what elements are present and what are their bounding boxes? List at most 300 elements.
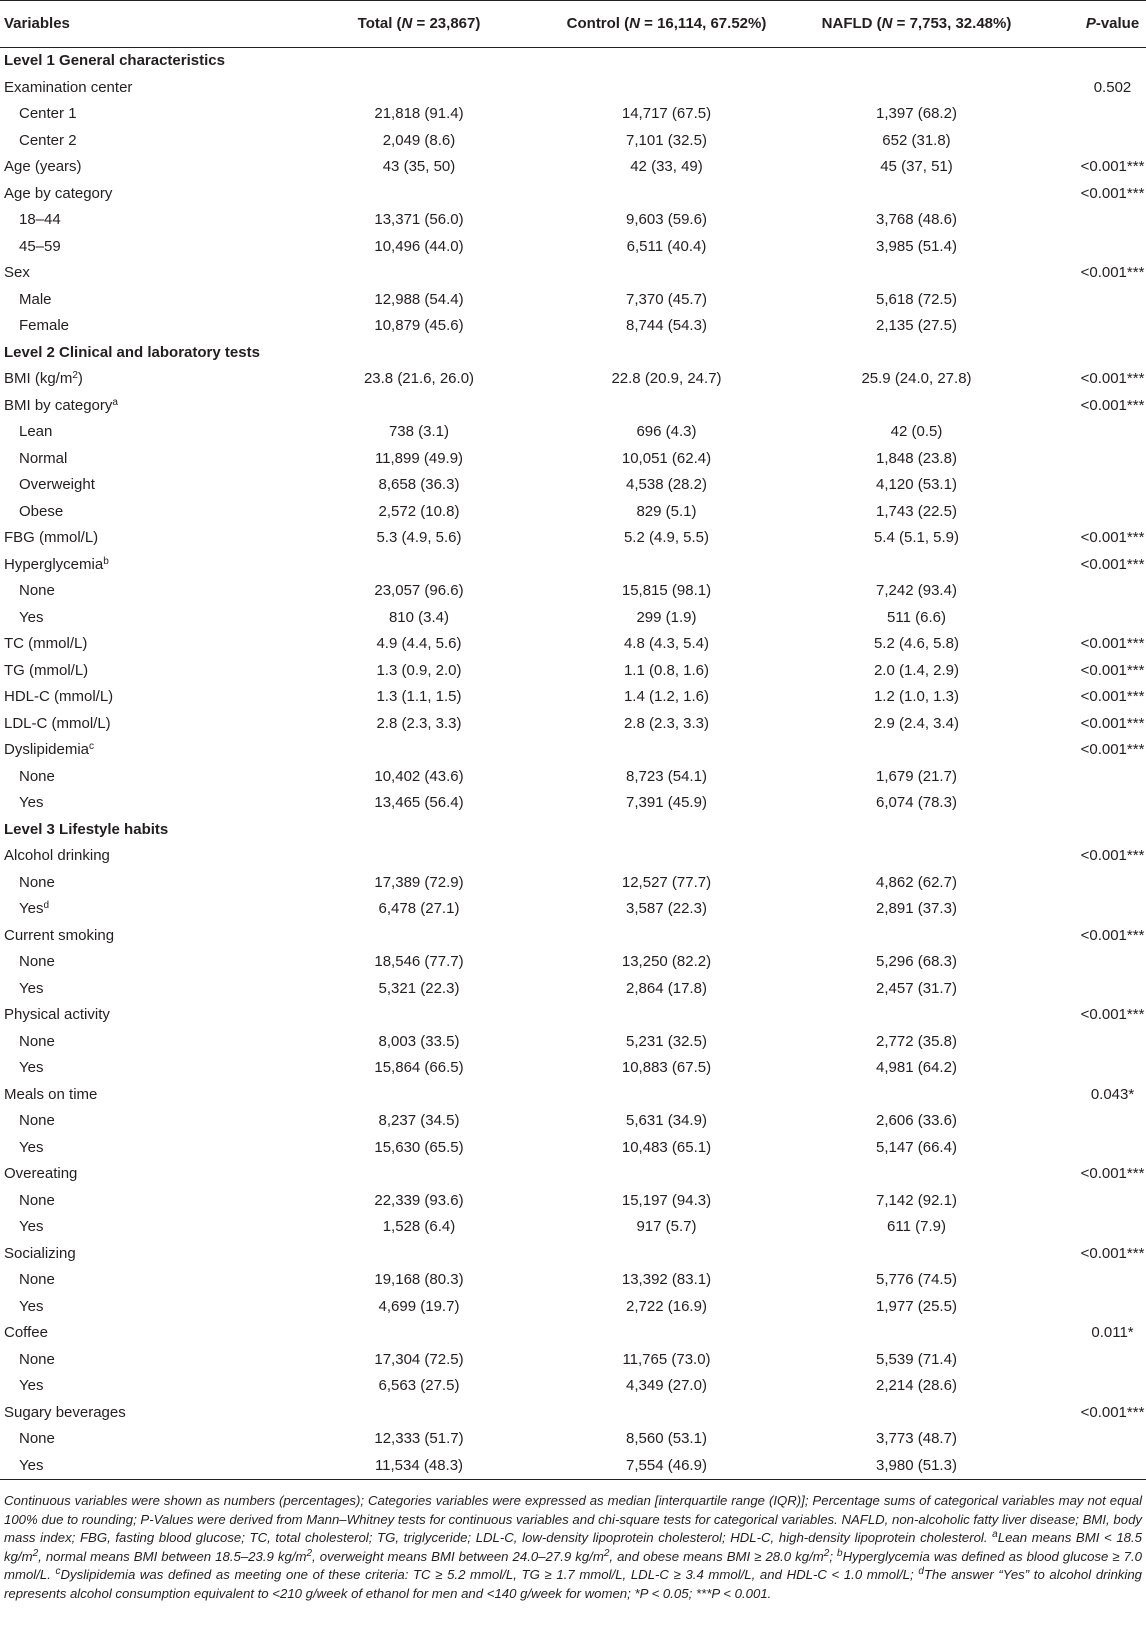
cell-p-value: <0.001*** [1080, 1244, 1145, 1262]
footnote-marker: d [918, 1566, 924, 1578]
row-label: None [19, 1350, 55, 1368]
cell-p-value [1039, 1453, 1146, 1480]
footnote-text: The answer “Yes” to alcohol drinking represents alcohol consumption equivalent to <210 g/week of ethanol for men and <140 g/week for women; *P < 0.05; ***P < 0.001. [4, 1567, 1143, 1601]
cell-p-value [1039, 1426, 1146, 1453]
footnote-marker: 2 [823, 1547, 830, 1559]
section-heading: Level 1 General characteristics [4, 52, 225, 69]
cell-control: 9,603 (59.6) [626, 211, 707, 228]
cell-nafld: 2,214 (28.6) [876, 1377, 957, 1394]
cell-nafld [794, 340, 1039, 367]
cell-control: 829 (5.1) [636, 502, 697, 520]
table-row [0, 181, 1146, 208]
row-label: Coffee [4, 1324, 48, 1341]
cell-control: 6,511 (40.4) [626, 237, 707, 255]
cell-nafld: 4,862 (62.7) [876, 873, 957, 891]
cell-control: 22.8 (20.9, 24.7) [611, 370, 722, 387]
row-label: 18–44 [19, 211, 61, 228]
cell-nafld: 652 (31.8) [882, 131, 951, 149]
cell-total: 6,478 (27.1) [378, 900, 460, 917]
row-label: Male [19, 290, 52, 308]
row-label: Socializing [4, 1244, 76, 1262]
cell-control: 14,717 (67.5) [621, 105, 712, 122]
table-row [0, 976, 1146, 1003]
cell-control [539, 1320, 794, 1347]
table-row [0, 1029, 1146, 1056]
footnote-marker: b [837, 1547, 843, 1559]
cell-p-value: <0.001*** [1080, 158, 1145, 175]
cell-control: 10,483 (65.1) [621, 1138, 712, 1156]
cell-total: 15,630 (65.5) [374, 1138, 464, 1156]
cell-total: 8,658 (36.3) [378, 476, 460, 493]
table-row [0, 525, 1146, 552]
cell-nafld: 2,772 (35.8) [876, 1032, 957, 1050]
row-label: Age (years) [4, 158, 82, 175]
cell-p-value: <0.001*** [1080, 661, 1145, 679]
cell-control [539, 48, 794, 75]
cell-p-value [1039, 313, 1146, 340]
header-total: Total (N = 23,867) [299, 1, 539, 48]
cell-nafld [794, 1002, 1039, 1029]
cell-p-value: <0.001*** [1080, 635, 1145, 652]
cell-control: 1.1 (0.8, 1.6) [623, 661, 710, 679]
table-row [0, 711, 1146, 738]
cell-total: 17,304 (72.5) [374, 1350, 464, 1368]
cell-p-value [1039, 817, 1146, 844]
row-label: Yes [19, 608, 44, 626]
row-label: Yes [19, 1218, 44, 1235]
cell-control [539, 817, 794, 844]
table-row [0, 287, 1146, 314]
cell-nafld [794, 843, 1039, 870]
cell-total [299, 393, 539, 420]
cell-control: 12,527 (77.7) [621, 873, 712, 891]
header-p-value: P-value [1039, 1, 1146, 48]
cell-nafld: 7,142 (92.1) [876, 1191, 957, 1209]
cell-nafld: 3,773 (48.7) [876, 1430, 957, 1447]
footnote-marker: 2 [603, 1547, 610, 1559]
cell-p-value [1039, 578, 1146, 605]
cell-total: 12,333 (51.7) [374, 1430, 464, 1447]
table-row [0, 1373, 1146, 1400]
cell-p-value: <0.001*** [1080, 847, 1145, 864]
cell-nafld: 2.0 (1.4, 2.9) [873, 661, 960, 679]
cell-nafld [794, 1400, 1039, 1427]
table-row [0, 1082, 1146, 1109]
cell-total [299, 923, 539, 950]
cell-p-value [1039, 870, 1146, 897]
cell-control: 917 (5.7) [636, 1218, 697, 1235]
table-row [0, 313, 1146, 340]
table-row [0, 499, 1146, 526]
table-row [0, 605, 1146, 632]
cell-control: 5,231 (32.5) [626, 1032, 707, 1050]
cell-total: 11,534 (48.3) [299, 1453, 539, 1480]
cell-nafld [794, 1241, 1039, 1268]
cell-total: 1,528 (6.4) [382, 1218, 456, 1235]
cell-p-value [1039, 1214, 1146, 1241]
cell-control: 42 (33, 49) [630, 158, 703, 175]
row-label: Physical activity [4, 1006, 110, 1023]
cell-control [539, 843, 794, 870]
table-row [0, 1347, 1146, 1374]
cell-nafld: 5,147 (66.4) [876, 1138, 957, 1156]
table-row [0, 1267, 1146, 1294]
cell-total [299, 340, 539, 367]
table-row [0, 1108, 1146, 1135]
header-nafld: NAFLD (N = 7,753, 32.48%) [794, 1, 1039, 48]
table-row [0, 843, 1146, 870]
cell-control [539, 393, 794, 420]
cell-total: 810 (3.4) [388, 608, 450, 626]
cell-nafld: 1,743 (22.5) [876, 502, 957, 520]
table-row [0, 1161, 1146, 1188]
row-label: Sex [4, 264, 30, 281]
cell-p-value: <0.001*** [1080, 529, 1145, 546]
cell-control: 13,250 (82.2) [621, 953, 712, 970]
row-label: None [19, 1191, 55, 1209]
row-label: Yes [0, 1453, 299, 1480]
cell-p-value: <0.001*** [1080, 264, 1145, 281]
cell-control: 4,349 (27.0) [626, 1377, 707, 1394]
cell-nafld [794, 48, 1039, 75]
cell-nafld: 511 (6.6) [887, 608, 946, 626]
cell-nafld: 3,768 (48.6) [876, 211, 957, 228]
table-footnote [4, 1492, 1142, 1604]
cell-control [539, 923, 794, 950]
row-label: TG (mmol/L) [4, 661, 89, 679]
table-row [0, 870, 1146, 897]
cell-control [539, 1082, 794, 1109]
cell-total [299, 1320, 539, 1347]
cell-control: 5.2 (4.9, 5.5) [623, 529, 710, 546]
row-label: Hyperglycemia$^b$ [4, 555, 109, 573]
cell-p-value [1039, 101, 1146, 128]
cell-control [539, 1400, 794, 1427]
footnote-marker: b [103, 555, 109, 567]
cell-total [299, 1161, 539, 1188]
cell-nafld: 25.9 (24.0, 27.8) [861, 370, 972, 387]
cell-control: 13,392 (83.1) [621, 1271, 712, 1288]
row-label: None [19, 953, 55, 970]
footnote-text: Lean means BMI < 18.5 kg/m [4, 1530, 1143, 1564]
cell-total: 13,371 (56.0) [374, 211, 464, 228]
cell-control: 299 (1.9) [636, 608, 697, 626]
row-label: FBG (mmol/L) [4, 529, 99, 546]
cell-control: 7,101 (32.5) [626, 131, 707, 149]
footnote-text: ; [829, 1548, 838, 1564]
section-heading: Level 3 Lifestyle habits [4, 820, 169, 838]
cell-control [539, 1241, 794, 1268]
cell-control [539, 340, 794, 367]
cell-control: 2.8 (2.3, 3.3) [623, 714, 710, 732]
cell-total: 10,496 (44.0) [374, 237, 464, 255]
cell-nafld: 1,679 (21.7) [876, 767, 957, 785]
row-label: Overeating [4, 1165, 78, 1182]
header-variables: Variables [0, 1, 299, 48]
cell-total [299, 48, 539, 75]
cell-nafld: 3,980 (51.3) [794, 1453, 1039, 1480]
cell-p-value: <0.001*** [1080, 370, 1145, 387]
cell-nafld: 1,397 (68.2) [876, 105, 957, 122]
cell-control: 4.8 (4.3, 5.4) [623, 635, 710, 652]
footnote-marker: a [112, 396, 118, 408]
table-row [0, 1188, 1146, 1215]
cell-nafld: 5,539 (71.4) [876, 1350, 957, 1368]
cell-control [539, 181, 794, 208]
cell-p-value [1039, 1294, 1146, 1321]
cell-total: 10,402 (43.6) [374, 767, 464, 785]
cell-p-value [1039, 896, 1146, 923]
table-row [0, 75, 1146, 102]
table-header [0, 1, 1146, 48]
cell-control [539, 737, 794, 764]
cell-nafld [794, 817, 1039, 844]
cell-nafld: 2,135 (27.5) [876, 317, 957, 334]
table-row [0, 1294, 1146, 1321]
table-row [0, 472, 1146, 499]
cell-control [539, 75, 794, 102]
cell-p-value [1039, 764, 1146, 791]
cell-p-value [1039, 48, 1146, 75]
cell-p-value [1039, 419, 1146, 446]
section-row [0, 48, 1146, 75]
cell-total: 738 (3.1) [388, 423, 450, 440]
cell-control: 7,391 (45.9) [626, 794, 707, 811]
row-label: Center 2 [19, 131, 77, 149]
table-row [0, 631, 1146, 658]
cell-nafld: 4,120 (53.1) [876, 476, 957, 493]
cell-control: 696 (4.3) [636, 423, 697, 440]
cell-total: 17,389 (72.9) [374, 873, 464, 891]
cell-nafld: 2,606 (33.6) [876, 1112, 957, 1129]
cell-total: 12,988 (54.4) [374, 290, 464, 308]
cell-nafld: 5.4 (5.1, 5.9) [873, 529, 960, 546]
cell-nafld: 1,977 (25.5) [876, 1297, 957, 1315]
row-label: Dyslipidemia$^c$ [4, 741, 95, 758]
cell-total [299, 1002, 539, 1029]
cell-nafld [794, 552, 1039, 579]
cell-total: 21,818 (91.4) [374, 105, 464, 122]
cell-total [299, 817, 539, 844]
cell-total: 2,572 (10.8) [378, 502, 460, 520]
table-row [0, 1426, 1146, 1453]
table-row [0, 578, 1146, 605]
cell-nafld: 4,981 (64.2) [876, 1059, 957, 1076]
cell-p-value: 0.011* [1091, 1324, 1134, 1341]
cell-nafld: 5.2 (4.6, 5.8) [873, 635, 960, 652]
table-row [0, 923, 1146, 950]
cell-nafld: 6,074 (78.3) [876, 794, 957, 811]
cell-nafld: 5,296 (68.3) [876, 953, 957, 970]
table-row [0, 896, 1146, 923]
row-label: Normal [19, 449, 68, 467]
section-row [0, 340, 1146, 367]
cell-p-value: <0.001*** [1080, 184, 1145, 202]
cell-total: 1.3 (1.1, 1.5) [376, 688, 462, 705]
cell-nafld: 2,457 (31.7) [876, 979, 957, 997]
footnote-marker: a [992, 1529, 998, 1541]
cell-nafld: 611 (7.9) [887, 1218, 946, 1235]
cell-control: 5,631 (34.9) [626, 1112, 707, 1129]
row-label: HDL-C (mmol/L) [4, 688, 114, 705]
cell-p-value [1039, 340, 1146, 367]
table-row [0, 1135, 1146, 1162]
cell-nafld: 45 (37, 51) [880, 158, 953, 175]
table-row [0, 446, 1146, 473]
cell-total [299, 75, 539, 102]
row-label: Sugary beverages [4, 1403, 126, 1421]
cell-control: 7,370 (45.7) [626, 290, 707, 308]
cell-p-value: <0.001*** [1080, 1165, 1145, 1182]
table-row [0, 393, 1146, 420]
cell-control: 11,765 (73.0) [622, 1350, 711, 1368]
cell-p-value: 0.502 [1093, 78, 1132, 96]
cell-p-value: <0.001*** [1080, 396, 1145, 414]
cell-total: 19,168 (80.3) [374, 1271, 464, 1288]
row-label: 45–59 [19, 237, 61, 255]
row-label: Obese [19, 502, 64, 520]
cell-total: 5.3 (4.9, 5.6) [376, 529, 462, 546]
cell-p-value [1039, 1029, 1146, 1056]
cell-nafld [794, 1082, 1039, 1109]
table-row [0, 1241, 1146, 1268]
row-label: None [19, 1112, 55, 1129]
row-label: Yes [19, 1297, 44, 1315]
cell-total: 10,879 (45.6) [374, 317, 464, 334]
cell-p-value [1039, 1135, 1146, 1162]
cell-nafld [794, 260, 1039, 287]
table-row [0, 101, 1146, 128]
table-row [0, 737, 1146, 764]
cell-p-value [1039, 605, 1146, 632]
row-label: Current smoking [4, 926, 115, 944]
cell-total: 2,049 (8.6) [382, 131, 456, 149]
cell-total: 13,465 (56.4) [374, 794, 464, 811]
cell-nafld: 42 (0.5) [890, 423, 943, 440]
cell-nafld: 5,618 (72.5) [876, 290, 957, 308]
cell-control: 15,197 (94.3) [621, 1191, 712, 1209]
footnote-marker: d [43, 900, 50, 911]
section-row [0, 817, 1146, 844]
cell-nafld: 7,242 (93.4) [876, 582, 957, 599]
row-label: LDL-C (mmol/L) [4, 714, 111, 732]
cell-total [299, 1400, 539, 1427]
cell-p-value [1039, 1267, 1146, 1294]
cell-control: 2,864 (17.8) [626, 979, 707, 997]
row-label: Yes [19, 1377, 44, 1394]
cell-control: 15,815 (98.1) [621, 582, 712, 599]
cell-p-value: <0.001*** [1080, 555, 1145, 573]
row-label: Lean [19, 423, 53, 440]
cell-p-value [1039, 207, 1146, 234]
footnote-marker: 2 [32, 1547, 39, 1559]
header-row [0, 1, 1146, 48]
row-label: None [19, 1430, 55, 1447]
table-row [0, 234, 1146, 261]
cell-control [539, 1002, 794, 1029]
cell-p-value: 0.043* [1090, 1085, 1135, 1103]
row-label: Alcohol drinking [4, 847, 110, 864]
cell-total: 22,339 (93.6) [374, 1191, 464, 1209]
row-label: None [19, 767, 55, 785]
row-label: None [19, 582, 55, 599]
cell-control: 3,587 (22.3) [626, 900, 707, 917]
row-label: BMI by category$^a$ [4, 396, 118, 414]
footnote-marker: c [55, 1566, 61, 1578]
cell-p-value [1039, 1373, 1146, 1400]
cell-total [299, 181, 539, 208]
cell-total: 18,546 (77.7) [374, 953, 464, 970]
cell-p-value [1039, 234, 1146, 261]
cell-nafld: 1,848 (23.8) [876, 449, 957, 467]
table-body [0, 48, 1146, 1480]
cell-total [299, 737, 539, 764]
row-label: Center 1 [19, 105, 77, 122]
table-row [0, 1400, 1146, 1427]
cell-p-value [1039, 499, 1146, 526]
table-row [0, 419, 1146, 446]
row-label: Examination center [4, 78, 133, 96]
footnote-marker: c [89, 741, 95, 752]
cell-total: 2.8 (2.3, 3.3) [376, 714, 462, 732]
cell-total: 4.9 (4.4, 5.6) [376, 635, 462, 652]
footnote-text: Dyslipidemia was defined as meeting one of these criteria: TC ≥ 5.2 mmol/L, TG ≥ 1.7 mmol/L, LDL-C ≥ 3.4 mmol/L, and HDL-C < 1.0 mmol/L; [60, 1567, 919, 1583]
cell-control: 1.4 (1.2, 1.6) [623, 688, 710, 705]
row-label: Yes [19, 979, 44, 997]
cell-control: 8,723 (54.1) [626, 767, 707, 785]
cell-nafld: 3,985 (51.4) [876, 237, 957, 255]
cell-control: 2,722 (16.9) [626, 1297, 707, 1315]
cell-nafld [794, 181, 1039, 208]
cell-total [299, 843, 539, 870]
table-row [0, 154, 1146, 181]
footnote-marker: 2 [72, 370, 78, 381]
cell-nafld: 2,891 (37.3) [876, 900, 957, 917]
table-row [0, 790, 1146, 817]
cell-control [539, 552, 794, 579]
cell-control: 4,538 (28.2) [626, 476, 707, 493]
row-label: BMI $(kg/m^2)$ [4, 370, 83, 387]
cell-total [299, 260, 539, 287]
footnote-text: Hyperglycemia was defined as blood glucose ≥ 7.0 mmol/L. [4, 1548, 1142, 1583]
cell-p-value [1039, 128, 1146, 155]
cell-p-value: <0.001*** [1080, 741, 1145, 758]
row-label: Meals on time [4, 1085, 98, 1103]
cell-nafld [794, 1161, 1039, 1188]
cell-total: 1.3 (0.9, 2.0) [376, 661, 462, 679]
footnote-text: , and obese means BMI ≥ 28.0 kg/m [609, 1548, 824, 1564]
cell-total: 5,321 (22.3) [378, 979, 460, 997]
row-label: Yes [19, 1059, 44, 1076]
cell-p-value [1039, 472, 1146, 499]
cell-p-value [1039, 1347, 1146, 1374]
row-label: None [19, 1271, 55, 1288]
cell-control: 8,744 (54.3) [626, 317, 707, 334]
section-heading: Level 2 Clinical and laboratory tests [4, 343, 260, 361]
table-row [0, 684, 1146, 711]
cell-total [299, 552, 539, 579]
cell-nafld [794, 737, 1039, 764]
cell-nafld: 2.9 (2.4, 3.4) [873, 714, 960, 732]
row-label: Yes [19, 794, 44, 811]
cell-p-value: <0.001*** [1080, 926, 1145, 944]
row-label: Yes$^d$ [19, 900, 50, 917]
cell-p-value [1039, 1188, 1146, 1215]
cell-total: 23.8 (21.6, 26.0) [363, 370, 475, 387]
table-row [0, 764, 1146, 791]
footnote-text: Continuous variables were shown as numbers (percentages); Categories variables were expressed as median [interquartile range (IQR)]; Percentage sums of categorical variables may not equal 100% due to rounding; P-Values were derived from Mann–Whitney tests for continuous variables and chi-square tests for categorical variables. NAFLD, non-alcoholic fatty liver disease; BMI, body mass index; FBG, fasting blood glucose; TC, total cholesterol; TG, triglyceride; LDL-C, low-density lipoprotein cholesterol; HDL-C, high-density lipoprotein cholesterol. [4, 1493, 1142, 1546]
table-row [0, 658, 1146, 685]
